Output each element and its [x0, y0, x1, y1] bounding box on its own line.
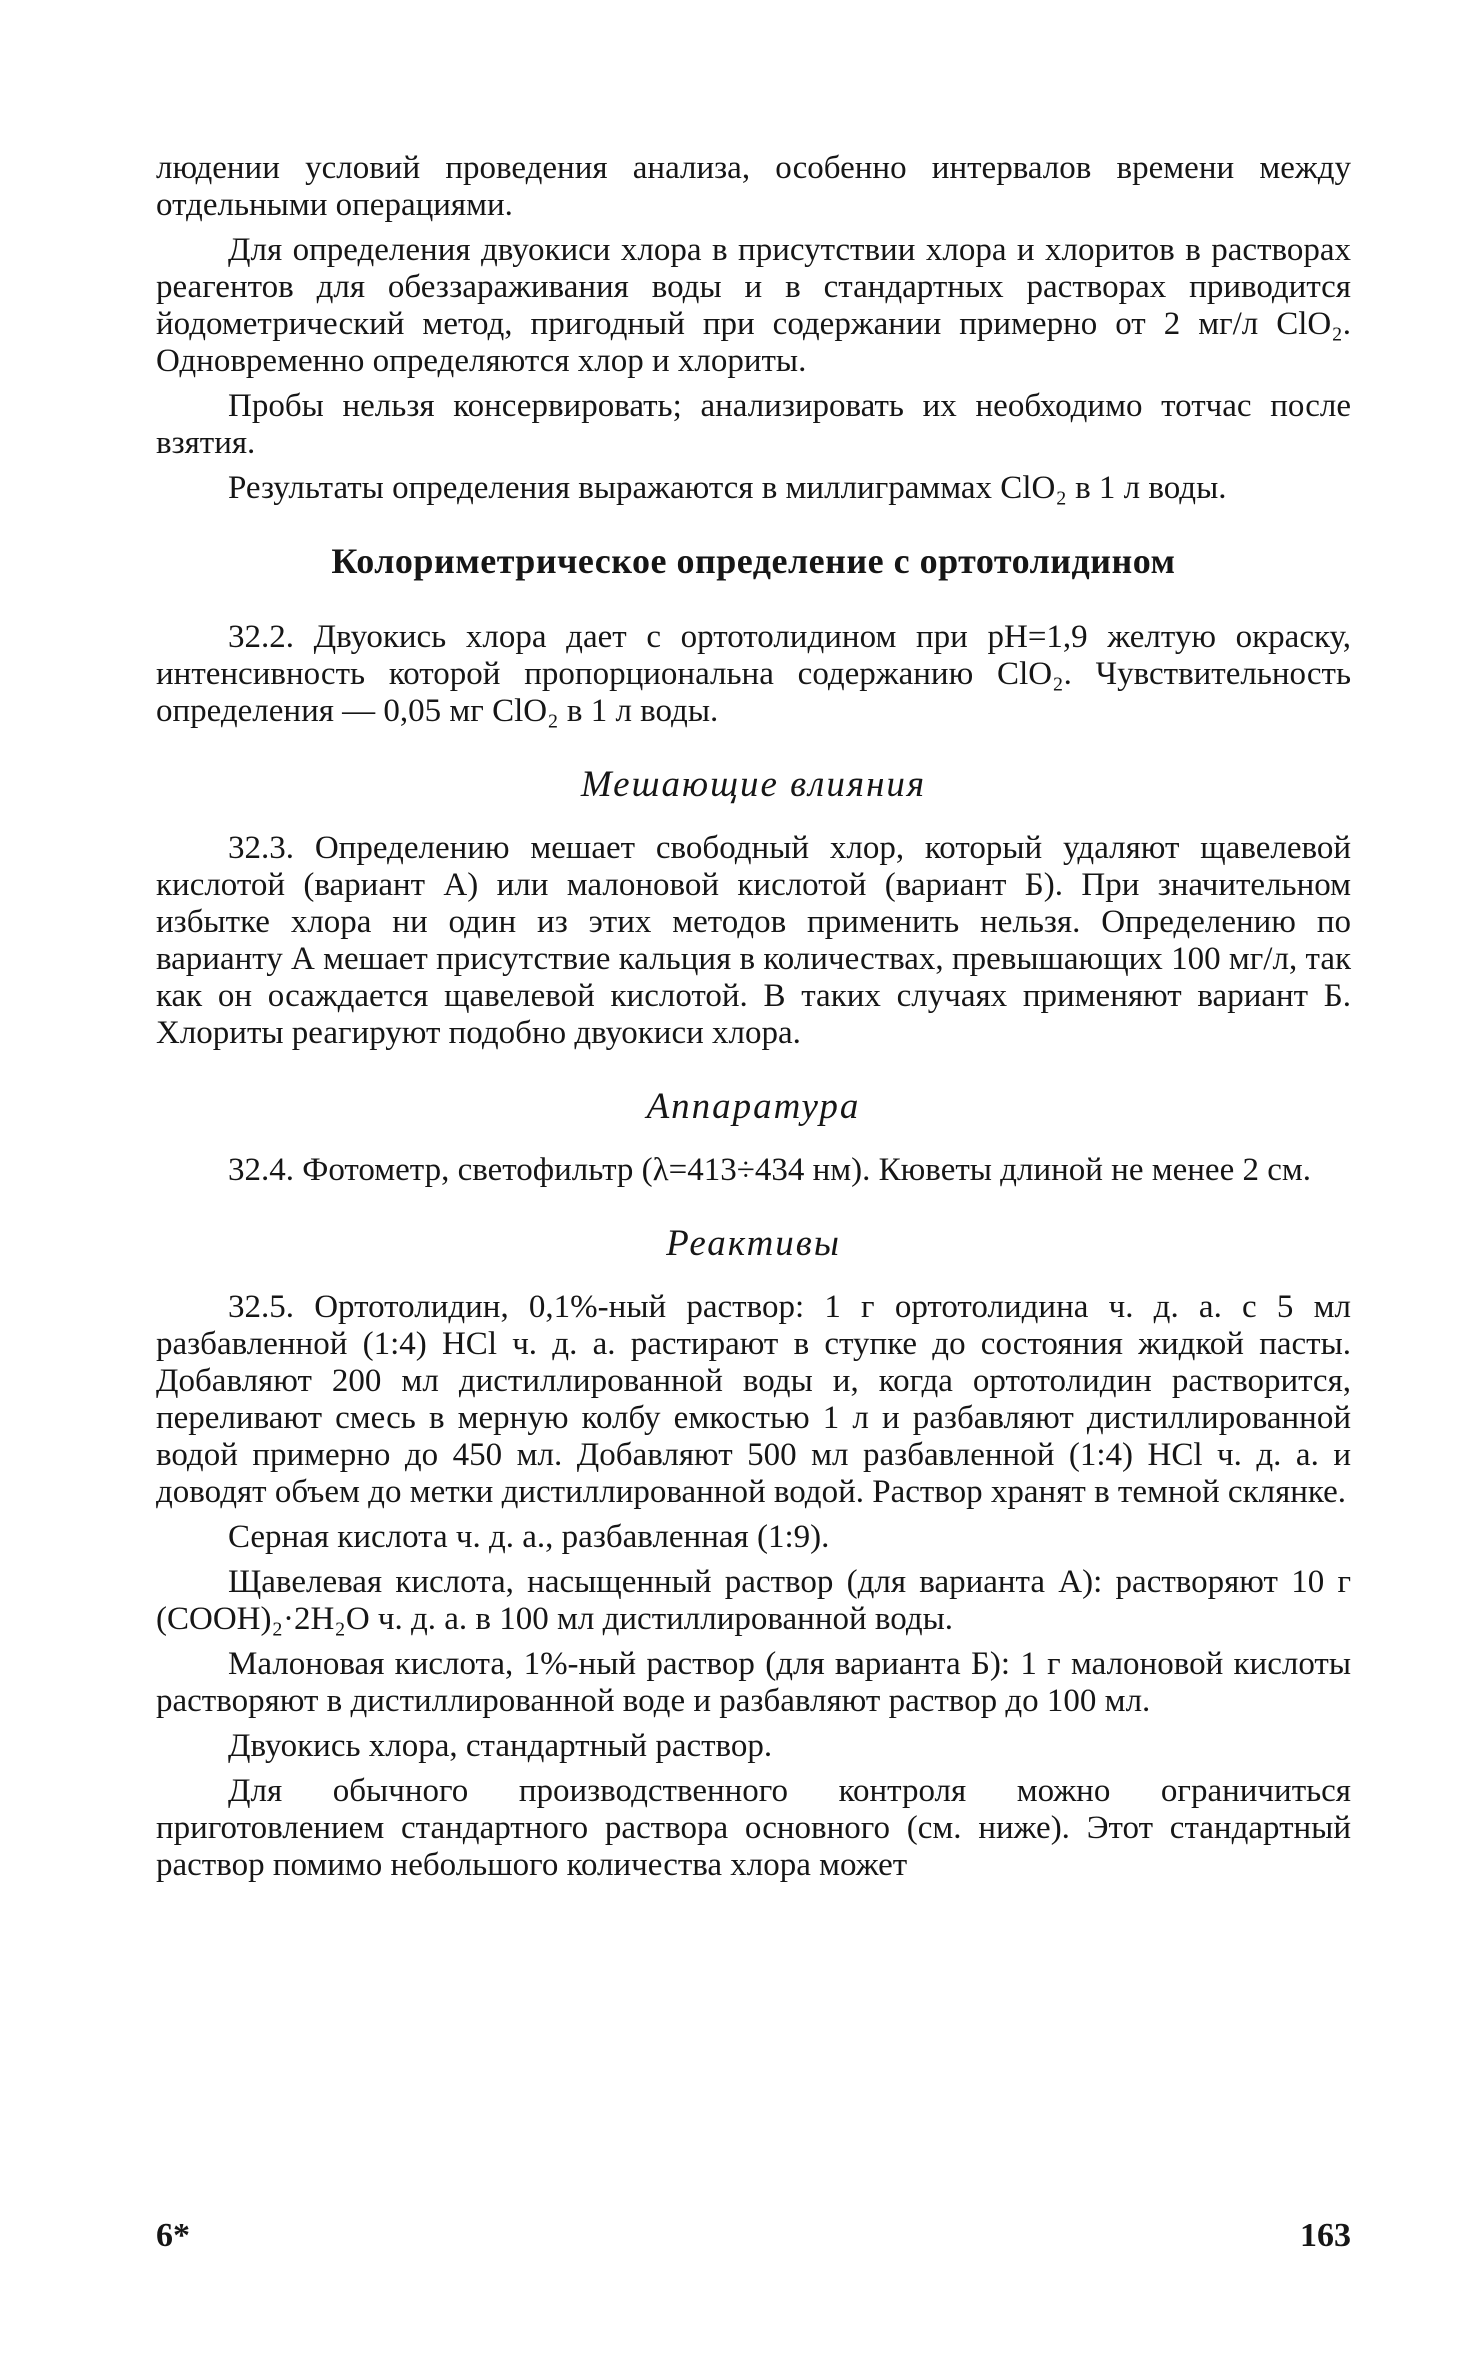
page-footer [156, 2217, 1351, 2257]
paragraph-oxalic-acid: Щавелевая кислота, насыщенный раствор (для варианта А): растворяют 10 г (COOH)₂·2H₂O ч. д. а. в 100 мл дистиллированной воды. [156, 1564, 1351, 1637]
paragraph-results: Результаты определения выражаются в миллиграммах ClO₂ в 1 л воды. [228, 470, 1227, 506]
paragraph-malonic-acid: Малоновая кислота, 1%-ный раствор (для варианта Б): 1 г малоновой кислоты растворяют в дистиллированной воде и разбавляют раствор до 100 мл. [156, 1646, 1351, 1719]
subheading-apparatus: Аппаратура [646, 1086, 861, 1127]
paragraph-chlorine-dioxide: Двуокись хлора, стандартный раствор. [228, 1728, 773, 1764]
paragraph-iodometric-method: Для определения двуокиси хлора в присутствии хлора и хлоритов в растворах реагентов для обеззараживания воды и в стандартных растворах приводится йодометрический метод, пригодный при содержании примерно от 2 мг/л ClO₂. Одновременно определяются хлор и хлориты. [156, 232, 1351, 379]
subheading-interferences: Мешающие влияния [580, 764, 927, 805]
paragraph-32-3: 32.3. Определению мешает свободный хлор, который удаляют щавелевой кислотой (вариант А) или малоновой кислотой (вариант Б). При значительном избытке хлора ни один из этих методов применить нельзя. Определению по варианту А мешает присутствие кальция в количествах, превышающих 100 мг/л, так как он осаждается щавелевой кислотой. В таких случаях применяют вариант Б. Хлориты реагируют подобно двуокиси хлора. [156, 830, 1351, 1051]
paragraph-analysis-conditions: людении условий проведения анализа, особенно интервалов времени между отдельными операциями. [156, 150, 1351, 223]
page-number: 163 [1300, 2217, 1351, 2254]
paragraph-32-4: 32.4. Фотометр, светофильтр (λ=413÷434 нм). Кюветы длиной не менее 2 см. [228, 1152, 1311, 1188]
paragraph-standard-solution: Для обычного производственного контроля можно ограничиться приготовлением стандартного раствора основного (см. ниже). Этот стандартный раствор помимо небольшого количества хлора может [156, 1773, 1351, 1883]
paragraph-sulfuric-acid: Серная кислота ч. д. а., разбавленная (1:9). [228, 1519, 830, 1555]
signature-mark: 6* [156, 2217, 190, 2254]
section-heading-colorimetric: Колориметрическое определение с ортотолидином [331, 541, 1176, 581]
paragraph-32-2: 32.2. Двуокись хлора дает с ортотолидином при pH=1,9 желтую окраску, интенсивность которой пропорциональна содержанию ClO₂. Чувствительность определения — 0,05 мг ClO₂ в 1 л воды. [156, 619, 1351, 729]
paragraph-32-5: 32.5. Ортотолидин, 0,1%-ный раствор: 1 г ортотолидина ч. д. а. с 5 мл разбавленной (1:4) HCl ч. д. а. растирают в ступке до состояния жидкой пасты. Добавляют 200 мл дистиллированной воды и, когда ортотолидин растворится, переливают смесь в мерную колбу емкостью 1 л и разбавляют дистиллированной водой примерно до 450 мл. Добавляют 500 мл разбавленной (1:4) HCl ч. д. а. и доводят объем до метки дистиллированной водой. Раствор хранят в темной склянке. [156, 1289, 1351, 1510]
subheading-reagents: Реактивы [666, 1223, 841, 1264]
paragraph-samples: Пробы нельзя консервировать; анализировать их необходимо тотчас после взятия. [156, 388, 1351, 461]
page-text [156, 150, 1351, 1884]
